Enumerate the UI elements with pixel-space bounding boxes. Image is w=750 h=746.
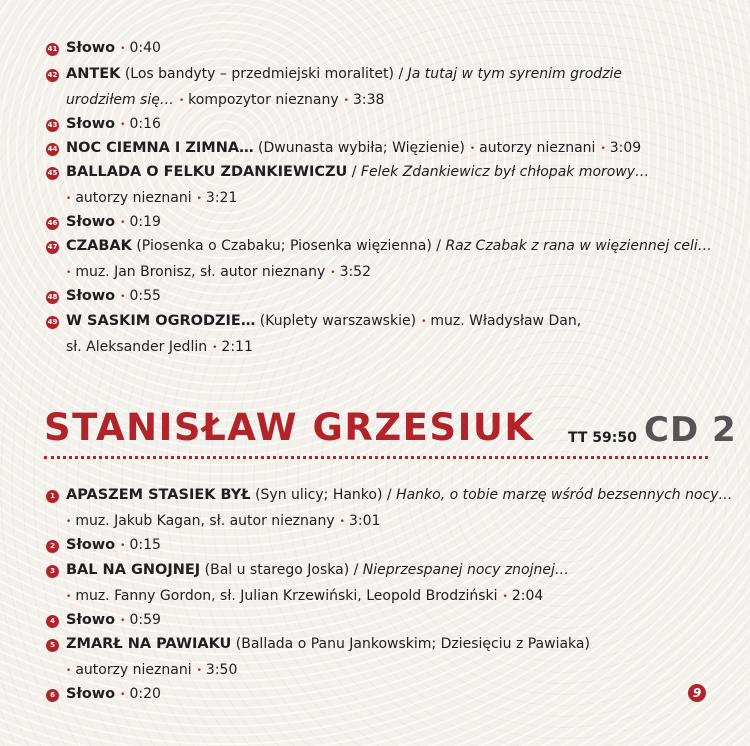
track-credits: muz. Fanny Gordon, sł. Julian Krzewiński, Leopold Brodziński [75,588,498,604]
track-time: 0:59 [129,612,161,628]
track-49 [46,311,720,332]
bullet-icon: • [120,44,126,54]
track-lyric-continued: urodziłem się… [66,92,174,108]
bullet-icon: • [330,268,336,278]
track-time: 3:52 [339,264,372,280]
track-time: 3:01 [348,513,381,529]
track-number-badge: 45 [46,167,59,180]
track-credits: muz. Władysław Dan, [430,313,582,329]
track-number-badge: 5 [46,639,59,652]
track-number-badge: 4 [46,615,59,628]
bullet-icon: • [66,517,72,527]
track-title: APASZEM STASIEK BYŁ [66,487,251,503]
track-number-badge: 6 [46,689,59,702]
track-title: Słowo [66,612,116,628]
bullet-icon: • [66,666,72,676]
track-46 [46,212,720,233]
track-title: CZABAK [66,238,132,254]
track-time: 3:38 [352,92,385,108]
track-49-details [66,337,720,358]
bullet-icon: • [120,690,126,700]
page-number-badge: 9 [688,684,706,702]
bullet-icon: • [196,194,202,204]
bullet-icon: • [120,120,126,130]
track-title: ANTEK [66,66,121,82]
track-title: BAL NA GNOJNEJ [66,562,201,578]
track-title: Słowo [66,288,116,304]
track-title: Słowo [66,40,116,56]
bullet-icon: • [66,592,72,602]
track-time: 3:21 [205,190,238,206]
track-lyric: Felek Zdankiewicz był chłopak morowy… [360,164,650,180]
track-lyric: Raz Czabak z rana w więziennej celi… [445,238,712,254]
bullet-icon: • [502,592,508,602]
track-time: 2:11 [221,339,253,355]
track-number-badge: 46 [46,217,59,230]
track-time: 0:15 [129,537,161,553]
track-number-badge: 48 [46,291,59,304]
bullet-icon: • [120,541,126,551]
track-time: 0:19 [129,214,161,230]
track-alt-title: (Bal u starego Joska) / [204,562,359,578]
track-credits: autorzy nieznani [479,140,596,156]
bullet-icon: • [120,218,126,228]
track-title: Słowo [66,537,116,553]
track-time: 3:09 [609,140,642,156]
track-number-badge: 49 [46,316,59,329]
track-41 [46,38,720,59]
track-title: Słowo [66,214,116,230]
bullet-icon: • [120,292,126,302]
track-alt-title: (Los bandyty – przedmiejski moralitet) / [124,66,404,82]
track-number-badge: 44 [46,143,59,156]
track-number-badge: 41 [46,43,59,56]
bullet-icon: • [66,268,72,278]
track-lyric: Nieprzespanej nocy znojnej… [362,562,569,578]
track-lyric: Ja tutaj w tym syrenim grodzie [407,66,623,82]
track-3-details [66,586,720,607]
track-47-details [66,262,720,283]
artist-heading: STANISŁAW GRZESIUK [44,406,535,449]
track-3 [46,560,720,580]
track-time: 0:20 [129,686,161,702]
track-number-badge: 3 [46,565,59,578]
track-5 [46,634,720,654]
track-47 [46,236,720,256]
bullet-icon: • [196,666,202,676]
track-42 [46,64,720,84]
track-time: 2:04 [511,588,544,604]
track-title: BALLADA O FELKU ZDANKIEWICZU [66,164,348,180]
track-42-details [66,90,720,111]
track-lyric: Hanko, o tobie marzę wśród bezsennych nocy… [396,487,733,503]
track-45 [46,162,720,182]
track-number-badge: 43 [46,119,59,132]
track-title: Słowo [66,116,116,132]
bullet-icon: • [421,317,427,327]
track-time: 0:16 [129,116,161,132]
bullet-icon: • [66,194,72,204]
track-title: W SASKIM OGRODZIE… [66,313,256,329]
track-credits: autorzy nieznani [75,190,192,206]
track-credits: autorzy nieznani [75,662,192,678]
track-time: 0:40 [129,40,161,56]
bullet-icon: • [120,616,126,626]
track-title: ZMARŁ NA PAWIAKU [66,636,232,652]
track-title: Słowo [66,686,116,702]
cd-label: CD 2 [644,410,737,450]
bullet-icon: • [212,343,218,353]
track-48 [46,286,720,307]
track-44 [46,138,720,159]
track-credits: muz. Jakub Kagan, sł. autor nieznany [75,513,335,529]
track-4 [46,610,720,631]
bullet-icon: • [339,517,345,527]
track-alt-title: (Dwunasta wybiła; Więzienie) [258,140,465,156]
bullet-icon: • [600,144,606,154]
dotted-divider [44,456,708,459]
track-credits: kompozytor nieznany [188,92,339,108]
track-alt-title: (Kuplety warszawskie) [259,313,417,329]
total-time: TT 59:50 [568,430,637,446]
track-number-badge: 2 [46,540,59,553]
bullet-icon: • [343,96,349,106]
track-alt-title: (Piosenka o Czabaku; Piosenka więzienna) / [136,238,441,254]
track-alt-title: (Ballada o Panu Jankowskim; Dziesięciu z Pawiaka) [235,636,590,652]
track-alt-title: (Syn ulicy; Hanko) / [255,487,392,503]
track-time: 3:50 [205,662,238,678]
track-2 [46,535,720,556]
track-43 [46,114,720,135]
track-time: 0:55 [129,288,161,304]
track-number-badge: 1 [46,490,59,503]
track-45-details [66,188,720,209]
bullet-icon: • [178,96,185,106]
track-1 [46,485,733,505]
track-credits-continued: sł. Aleksander Jedlin [66,339,208,355]
track-5-details [66,660,720,681]
track-credits: muz. Jan Bronisz, sł. autor nieznany [75,264,326,280]
track-6 [46,684,720,705]
track-1-details [66,511,720,532]
track-number-badge: 42 [46,69,59,82]
bullet-icon: • [469,144,476,154]
track-number-badge: 47 [46,241,59,254]
track-title: NOC CIEMNA I ZIMNA… [66,140,254,156]
track-alt-title: / [351,164,357,180]
